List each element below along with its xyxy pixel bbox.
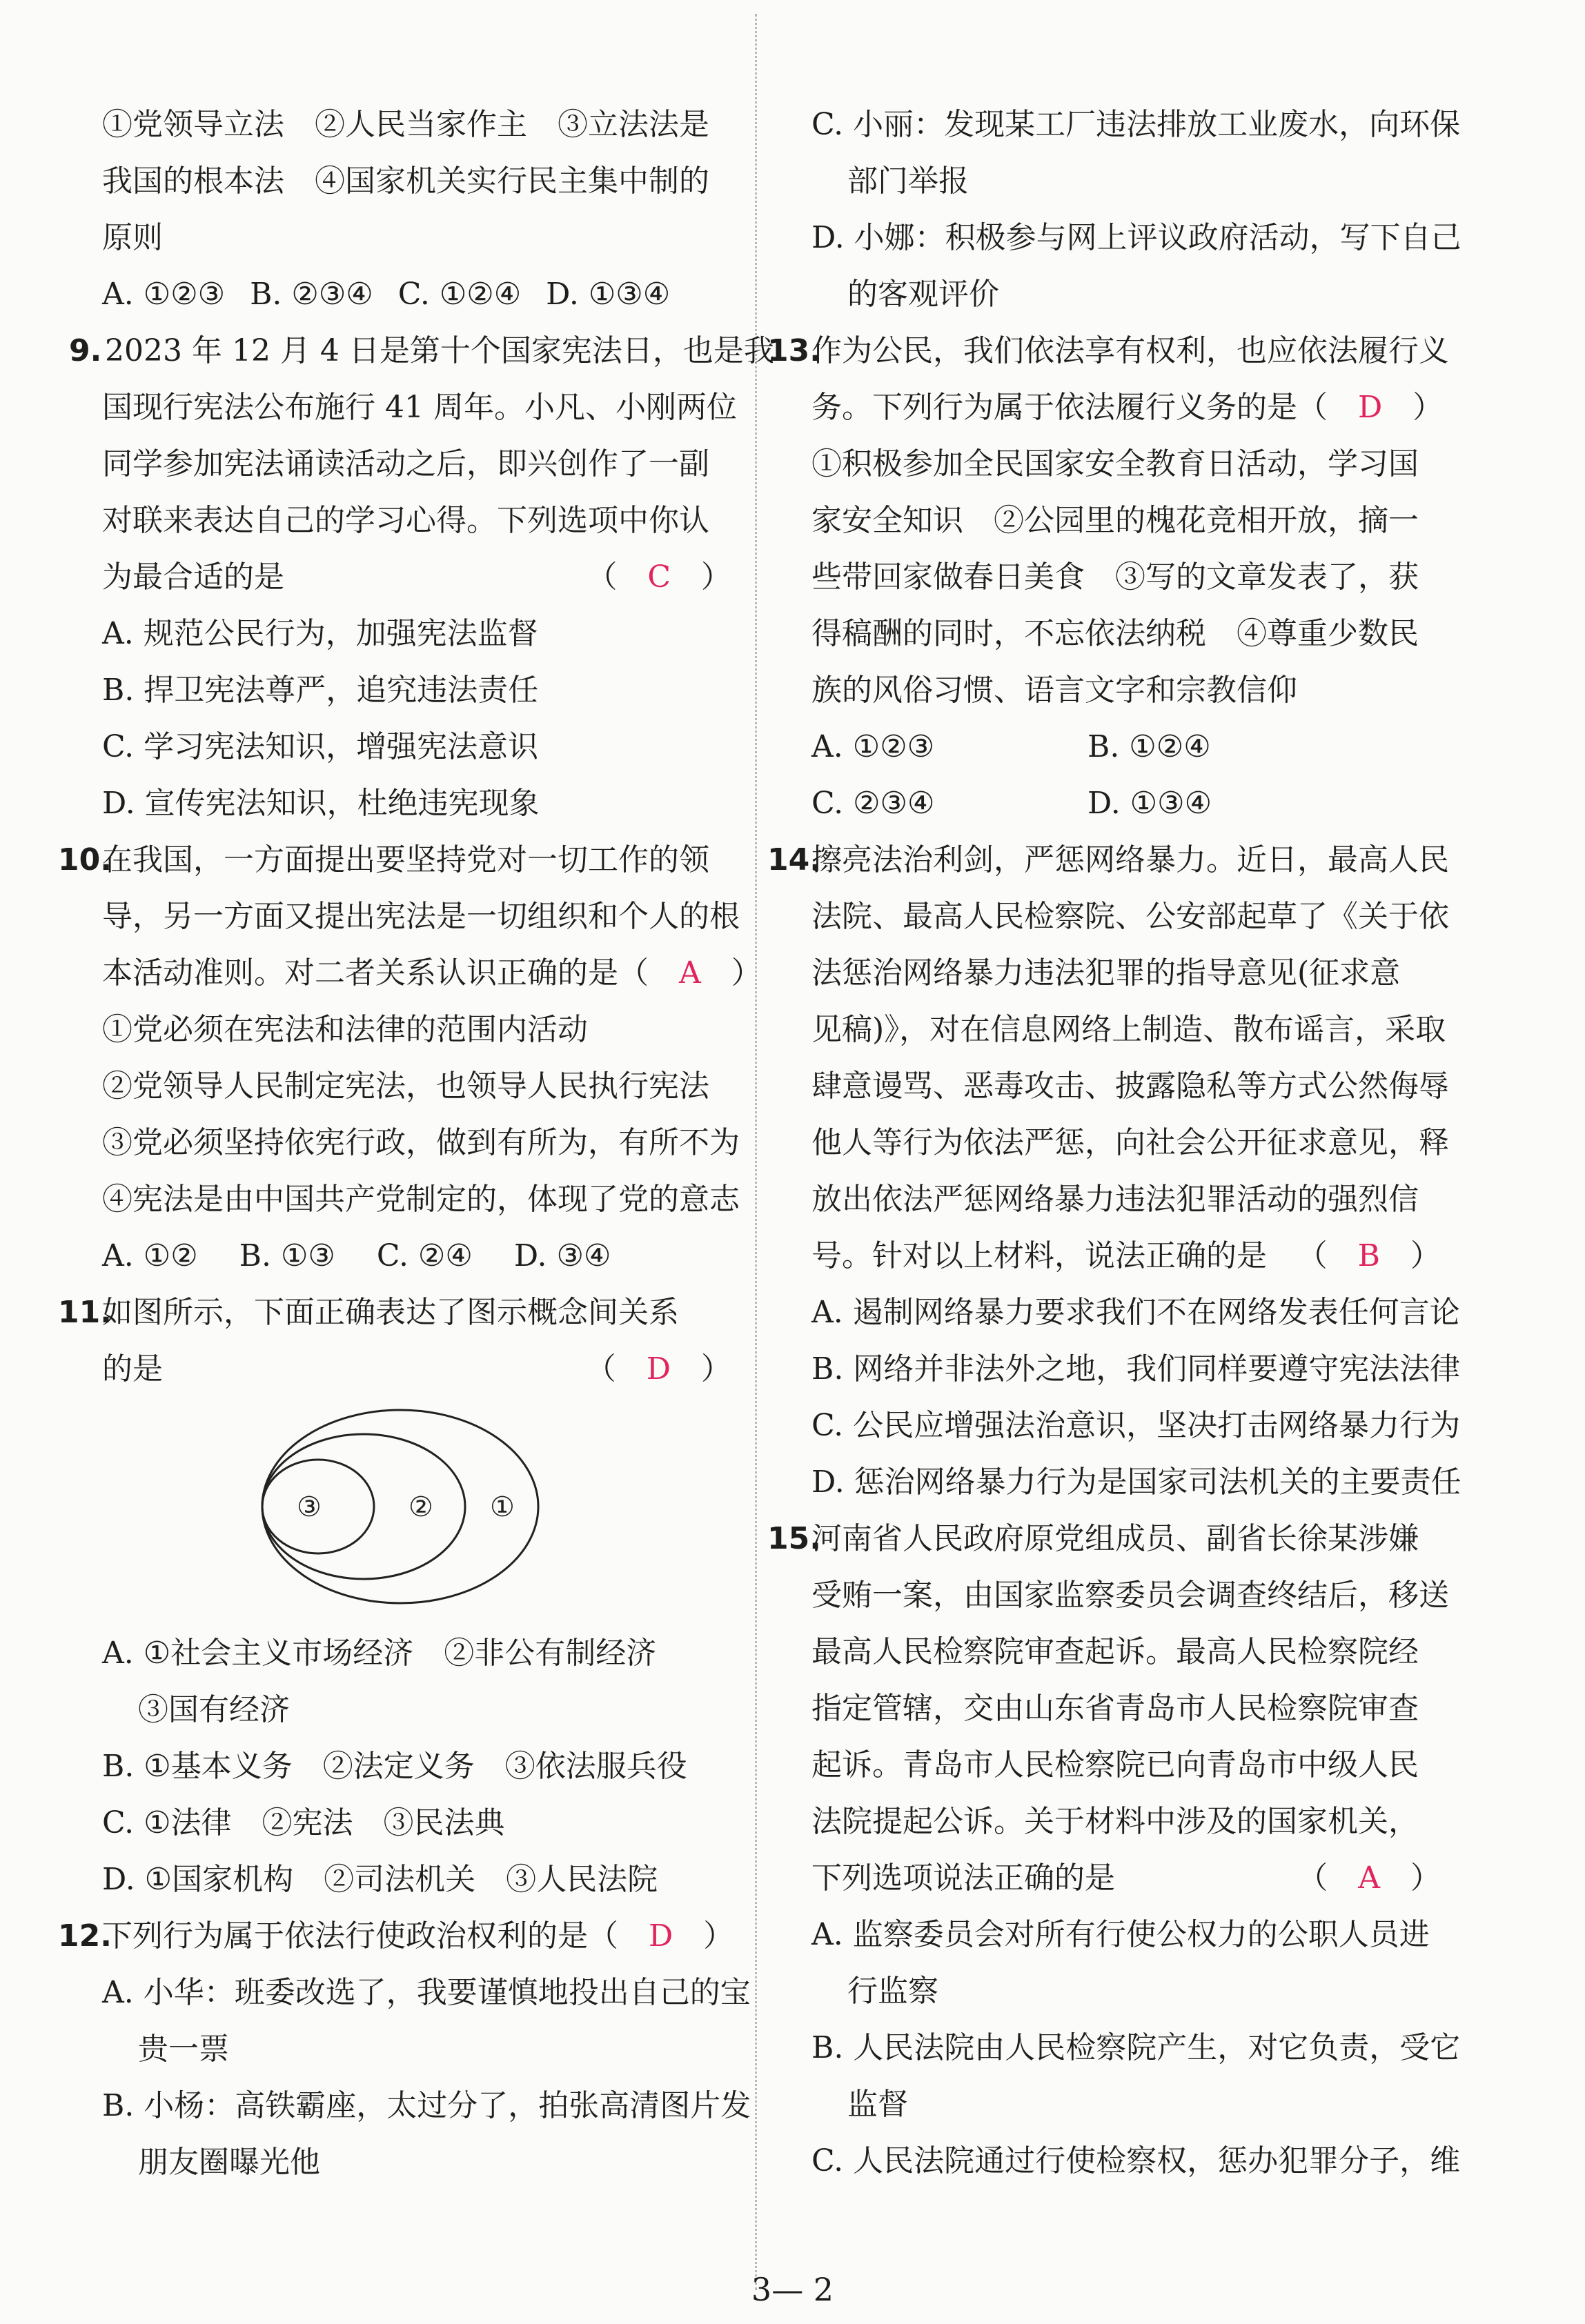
q13-stem-line: 作为公民，我们依法享有权利，也应依法履行义: [811, 333, 1449, 368]
q14-option-a[interactable]: A. 遏制网络暴力要求我们不在网络发表任何言论: [811, 1295, 1460, 1330]
q14-option-b[interactable]: B. 网络并非法外之地，我们同样要遵守宪法法律: [811, 1351, 1461, 1387]
q11-number: 11.: [58, 1295, 112, 1330]
q9-number: 9.: [69, 333, 102, 368]
q10-item: ④宪法是由中国共产党制定的，体现了党的意志: [102, 1182, 740, 1217]
diagram-label-2: ②: [408, 1491, 433, 1523]
q14-number: 14.: [767, 842, 821, 877]
q12-answer-blank[interactable]: （ D ）: [588, 1918, 734, 1954]
q10-option-d[interactable]: D. ③④: [513, 1238, 611, 1273]
q11-option-a-cont: ③国有经济: [138, 1692, 290, 1727]
q10-answer-blank[interactable]: （ A ）: [618, 955, 762, 991]
q13-answer-blank[interactable]: （ D ）: [1297, 390, 1444, 425]
q13-item-line: 族的风俗习惯、语言文字和宗教信仰: [811, 673, 1297, 708]
q15-option-b[interactable]: B. 人民法院由人民检察院产生，对它负责，受它: [811, 2030, 1461, 2065]
q15-option-b-cont: 监督: [847, 2087, 908, 2122]
q11-option-b[interactable]: B. ①基本义务 ②法定义务 ③依法服兵役: [102, 1749, 687, 1784]
q8-item-line: ①党领导立法 ②人民当家作主 ③立法法是: [102, 107, 709, 142]
question-12: [58, 1908, 751, 2191]
question-14: [767, 832, 1461, 1511]
q11-stem-line: 的是: [102, 1351, 163, 1387]
q11-stem-line: 如图所示，下面正确表达了图示概念间关系: [102, 1295, 679, 1330]
q14-stem-line: 他人等行为依法严惩，向社会公开征求意见，释: [811, 1125, 1449, 1160]
diagram-label-3: ③: [297, 1491, 322, 1523]
q12-number: 12.: [58, 1918, 112, 1954]
q15-answer: A: [1358, 1860, 1380, 1896]
q14-stem-line: 号。针对以上材料，说法正确的是: [811, 1238, 1267, 1273]
q13-option-d[interactable]: D. ①③④: [1087, 786, 1212, 821]
question-10: [58, 832, 762, 1284]
q13-item-line: 些带回家做春日美食 ③写的文章发表了，获: [811, 559, 1419, 595]
q9-option-c[interactable]: C. 学习宪法知识，增强宪法意识: [102, 729, 539, 764]
question-9: [69, 323, 774, 832]
q13-item-line: 家安全知识 ②公园里的槐花竞相开放，摘一: [811, 503, 1419, 538]
q15-stem-line: 受贿一案，由国家监察委员会调查终结后，移送: [811, 1578, 1449, 1613]
q15-option-a-cont: 行监察: [847, 1974, 938, 2009]
q11-option-c[interactable]: C. ①法律 ②宪法 ③民法典: [102, 1805, 505, 1840]
q15-option-c[interactable]: C. 人民法院通过行使检察权，惩办犯罪分子，维: [811, 2143, 1461, 2178]
question-8-continued: [69, 97, 731, 323]
q15-stem-line: 下列选项说法正确的是: [811, 1860, 1115, 1896]
q14-option-d[interactable]: D. 惩治网络暴力行为是国家司法机关的主要责任: [811, 1464, 1461, 1500]
q9-option-a[interactable]: A. 规范公民行为，加强宪法监督: [102, 616, 538, 651]
q11-option-d[interactable]: D. ①国家机构 ②司法机关 ③人民法院: [102, 1862, 658, 1897]
q9-stem-line: 2023 年 12 月 4 日是第十个国家宪法日，也是我: [105, 333, 774, 368]
q8-item-line: 原则: [102, 220, 163, 255]
question-13: [767, 323, 1449, 832]
q9-option-b[interactable]: B. 捍卫宪法尊严，追究违法责任: [102, 673, 539, 708]
q13-option-a[interactable]: A. ①②③: [811, 729, 935, 764]
q13-options-row2: [778, 775, 1441, 832]
q14-stem-line: 放出依法严惩网络暴力违法犯罪活动的强烈信: [811, 1182, 1419, 1217]
q12-option-a-cont: 贵一票: [138, 2032, 229, 2067]
q9-stem-line: 对联来表达自己的学习心得。下列选项中你认: [102, 503, 709, 538]
q10-answer: A: [679, 955, 701, 991]
q10-number: 10.: [58, 842, 112, 877]
q8-options: [69, 266, 731, 323]
q8-option-a[interactable]: A. ①②③: [102, 277, 226, 312]
question-11: [58, 1284, 731, 1908]
q10-item: ①党必须在宪法和法律的范围内活动: [102, 1012, 588, 1047]
q15-stem-line: 最高人民检察院审查起诉。最高人民检察院经: [811, 1634, 1419, 1669]
q15-stem-line: 河南省人民政府原党组成员、副省长徐某涉嫌: [811, 1521, 1419, 1556]
q10-stem-line: 导，另一方面又提出宪法是一切组织和个人的根: [102, 899, 740, 934]
q13-stem-line: 务。下列行为属于依法履行义务的是: [811, 390, 1297, 425]
venn-diagram: [255, 1398, 545, 1618]
q12-answer: D: [649, 1918, 673, 1954]
q15-option-a[interactable]: A. 监察委员会对所有行使公权力的公职人员进: [811, 1917, 1430, 1952]
question-15: [767, 1511, 1461, 2189]
left-column: [58, 97, 774, 2191]
q11-answer: D: [646, 1351, 671, 1387]
question-12-continued: [778, 97, 1461, 323]
q10-option-a[interactable]: A. ①②: [102, 1238, 198, 1273]
q12-option-d-cont: 的客观评价: [847, 277, 999, 312]
q8-item-line: 我国的根本法 ④国家机关实行民主集中制的: [102, 163, 709, 199]
q9-stem-line: 国现行宪法公布施行 41 周年。小凡、小刚两位: [102, 390, 737, 425]
q13-options-row1: [778, 719, 1441, 775]
q14-answer-blank[interactable]: （ B ）: [1297, 1238, 1441, 1273]
right-column: [767, 97, 1461, 2189]
q15-answer-blank[interactable]: （ A ）: [1297, 1860, 1441, 1896]
q10-item: ③党必须坚持依宪行政，做到有所为，有所不为: [102, 1125, 740, 1160]
q15-stem-line: 起诉。青岛市人民检察院已向青岛市中级人民: [811, 1747, 1419, 1782]
q12-option-c-cont: 部门举报: [847, 163, 969, 199]
q14-stem-line: 见稿)》，对在信息网络上制造、散布谣言，采取: [811, 1012, 1446, 1047]
q15-stem-line: 指定管辖，交由山东省青岛市人民检察院审查: [811, 1691, 1419, 1726]
q9-stem-line: 为最合适的是: [102, 559, 284, 595]
q8-option-b[interactable]: B. ②③④: [250, 277, 373, 312]
q14-stem-line: 肆意谩骂、恶毒攻击、披露隐私等方式公然侮辱: [811, 1069, 1449, 1104]
q10-stem-line: 本活动准则。对二者关系认识正确的是: [102, 955, 618, 991]
q12-option-d[interactable]: D. 小娜：积极参与网上评议政府活动，写下自己: [811, 220, 1461, 255]
q14-answer: B: [1357, 1238, 1380, 1273]
middle-ellipse: [262, 1434, 465, 1579]
q13-number: 13.: [767, 333, 821, 368]
q9-option-d[interactable]: D. 宣传宪法知识，杜绝违宪现象: [102, 786, 540, 821]
q10-stem-line: 在我国，一方面提出要坚持党对一切工作的领: [102, 842, 709, 877]
q8-option-c[interactable]: C. ①②④: [397, 277, 522, 312]
q10-item: ②党领导人民制定宪法，也领导人民执行宪法: [102, 1069, 709, 1104]
q8-option-d[interactable]: D. ①③④: [546, 277, 671, 312]
nested-ellipse-diagram: [69, 1398, 731, 1625]
q14-stem-line: 法院、最高人民检察院、公安部起草了《关于依: [811, 899, 1449, 934]
diagram-label-1: ①: [490, 1491, 515, 1523]
q12-option-a[interactable]: A. 小华：班委改选了，我要谨慎地投出自己的宝: [102, 1975, 751, 2010]
q9-stem-line: 同学参加宪法诵读活动之后，即兴创作了一副: [102, 446, 709, 481]
q10-options: [69, 1228, 731, 1284]
q12-option-c[interactable]: C. 小丽：发现某工厂违法排放工业废水，向环保: [811, 107, 1461, 142]
q10-option-c[interactable]: C. ②④: [376, 1238, 473, 1273]
page-number: 3— 2: [751, 2271, 834, 2308]
q14-stem-line: 擦亮法治利剑，严惩网络暴力。近日，最高人民: [811, 842, 1449, 877]
q11-answer-blank[interactable]: （ D ）: [585, 1351, 731, 1387]
q12-option-b[interactable]: B. 小杨：高铁霸座，太过分了，拍张高清图片发: [102, 2088, 751, 2123]
q15-stem-line: 法院提起公诉。关于材料中涉及的国家机关，: [811, 1804, 1419, 1839]
q13-option-b[interactable]: B. ①②④: [1087, 729, 1211, 764]
q15-number: 15.: [767, 1521, 821, 1556]
q11-option-a[interactable]: A. ①社会主义市场经济 ②非公有制经济: [102, 1636, 657, 1671]
q12-option-b-cont: 朋友圈曝光他: [138, 2145, 320, 2180]
q13-item-line: 得稿酬的同时，不忘依法纳税 ④尊重少数民: [811, 616, 1419, 651]
q14-option-c[interactable]: C. 公民应增强法治意识，坚决打击网络暴力行为: [811, 1408, 1461, 1443]
q13-item-line: ①积极参加全民国家安全教育日活动，学习国: [811, 446, 1419, 481]
q9-answer: C: [647, 559, 671, 595]
q9-answer-blank[interactable]: （ C ）: [587, 559, 731, 595]
q13-answer: D: [1358, 390, 1383, 425]
q14-stem-line: 法惩治网络暴力违法犯罪的指导意见(征求意: [811, 955, 1401, 991]
q13-option-c[interactable]: C. ②③④: [811, 786, 935, 821]
q12-stem-line: 下列行为属于依法行使政治权利的是: [102, 1918, 588, 1954]
q10-option-b[interactable]: B. ①③: [239, 1238, 335, 1273]
